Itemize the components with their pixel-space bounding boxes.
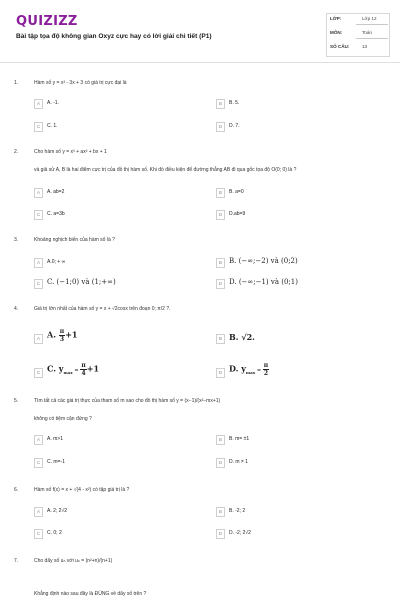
question-text: Cho dãy số uₙ với uₙ = (n²+n)/(n+1)	[34, 558, 113, 564]
question-number: 4.	[14, 306, 19, 312]
option-letter: D	[216, 529, 225, 539]
option-letter: A	[34, 334, 43, 344]
header-divider	[0, 62, 400, 63]
option-letter: A	[34, 435, 43, 445]
meta-row-class	[326, 13, 388, 27]
option-letter: B	[216, 99, 225, 109]
meta-panel	[326, 13, 388, 55]
option-prefix: C. y	[47, 363, 64, 374]
option-text: B. m= ±1	[229, 436, 250, 442]
option-text: D. -2; 2√2	[229, 530, 251, 536]
option-letter: C	[34, 210, 43, 220]
denominator: 3	[59, 336, 65, 343]
option-text: A. m>1	[47, 436, 63, 442]
option-letter: C	[34, 458, 43, 468]
option-letter: B	[216, 507, 225, 517]
option-prefix: D. y	[229, 363, 246, 374]
subscript: max	[245, 370, 256, 376]
option-prefix: A.	[47, 329, 56, 340]
option-text	[47, 328, 77, 343]
option-text: A. 2; 2√2	[47, 508, 67, 514]
option-letter: D	[216, 122, 225, 132]
option-letter: C	[34, 529, 43, 539]
option-letter: B	[216, 188, 225, 198]
denominator: 4	[81, 370, 86, 377]
quizizz-logo: QUIZIZZ	[16, 14, 78, 29]
option-text: B. 5.	[229, 100, 240, 106]
option-letter: B	[216, 258, 225, 268]
option-text: D. m ≠ 1	[229, 459, 248, 465]
question-number: 3.	[14, 237, 19, 243]
equals: =	[255, 367, 263, 374]
divider	[356, 24, 388, 25]
option-text: A.0; + ∞	[47, 259, 66, 265]
option-text: C. a=3b	[47, 211, 65, 217]
question-text: Cho hàm số y = x³ + ax² + bx + 1	[34, 149, 107, 155]
question-number: 7.	[14, 558, 19, 564]
question-number: 2.	[14, 149, 19, 155]
option-letter: C	[34, 122, 43, 132]
option-letter: C	[34, 279, 43, 289]
option-letter: D	[216, 458, 225, 468]
option-text: C. 0; 2	[47, 530, 62, 536]
meta-row-subject	[326, 27, 388, 41]
numerator: π	[59, 328, 65, 335]
option-tail: +1	[86, 363, 100, 374]
meta-label: MÔN:	[330, 30, 343, 35]
option-text: C. (−1;0) và (1;+∞)	[47, 278, 116, 286]
option-text: B. √2.	[229, 332, 255, 342]
option-letter: D	[216, 279, 225, 289]
option-letter: D	[216, 368, 225, 378]
question-number: 5.	[14, 398, 19, 404]
option-letter: A	[34, 99, 43, 109]
page-title: Bài tập tọa độ không gian Oxyz cực hay có lời giải chi tiết (P1)	[16, 33, 212, 40]
question-number: 6.	[14, 487, 19, 493]
meta-value: 13	[362, 44, 368, 49]
option-text: B. (−∞;−2) và (0;2)	[229, 257, 298, 265]
option-text: D. (−∞;−1) và (0;1)	[229, 278, 298, 286]
question-text-continued: không có tiệm cận đứng ?	[34, 416, 92, 422]
option-text: A. ab=2	[47, 189, 65, 195]
question-text: Hàm số f(x) = x + √(4 - x²) có tập giá trị là ?	[34, 487, 130, 493]
option-text: B. a=0	[229, 189, 244, 195]
meta-label: LỚP:	[330, 16, 342, 21]
option-text: D.ab=9	[229, 211, 246, 217]
equals: =	[72, 367, 81, 374]
question-text: Tìm tất cả các giá trị thực của tham số m sao cho đồ thị hàm số y = (x−1)/(x²−mx+1)	[34, 398, 221, 404]
meta-value: Lớp 12	[362, 16, 377, 21]
option-tail: +1	[65, 329, 78, 340]
option-text: C. 1.	[47, 123, 58, 129]
option-text: B. -2; 2	[229, 508, 246, 514]
meta-value: Toán	[362, 30, 372, 35]
fraction	[263, 362, 269, 377]
subscript: max	[63, 370, 73, 376]
option-text	[47, 362, 99, 377]
option-letter: B	[216, 334, 225, 344]
option-letter: A	[34, 258, 43, 268]
numerator: π	[263, 362, 269, 369]
option-text: D. 7.	[229, 123, 240, 129]
numerator: π	[81, 362, 86, 369]
meta-row-count	[326, 41, 388, 55]
option-text: C. m=-1	[47, 459, 65, 465]
question-text: Hàm số y = x³ - 3x + 3 có giá trị cực đại là	[34, 80, 127, 86]
option-letter: A	[34, 507, 43, 517]
meta-label: SỐ CÂU:	[330, 44, 350, 49]
option-letter: C	[34, 368, 43, 378]
divider	[356, 38, 388, 39]
question-text: Khoảng nghịch biến của hàm số là ?	[34, 237, 115, 243]
question-text: Giá trị lớn nhất của hàm số y = x + √2cosx trên đoạn 0; π/2 ?.	[34, 306, 171, 312]
denominator: 2	[263, 370, 269, 377]
option-letter: B	[216, 435, 225, 445]
question-text-continued: Khẳng định nào sau đây là ĐÚNG về dãy số trên ?	[34, 591, 147, 597]
option-letter: A	[34, 188, 43, 198]
option-text	[229, 362, 269, 377]
option-letter: D	[216, 210, 225, 220]
question-text-continued: và giả sử A, B là hai điểm cực trị của đồ thị hàm số. Khi đó điều kiện để đường thẳng AB đi qua gốc tọa độ O(0; 0) là ?	[34, 167, 297, 173]
option-text: A. -1.	[47, 100, 59, 106]
question-number: 1.	[14, 80, 19, 86]
